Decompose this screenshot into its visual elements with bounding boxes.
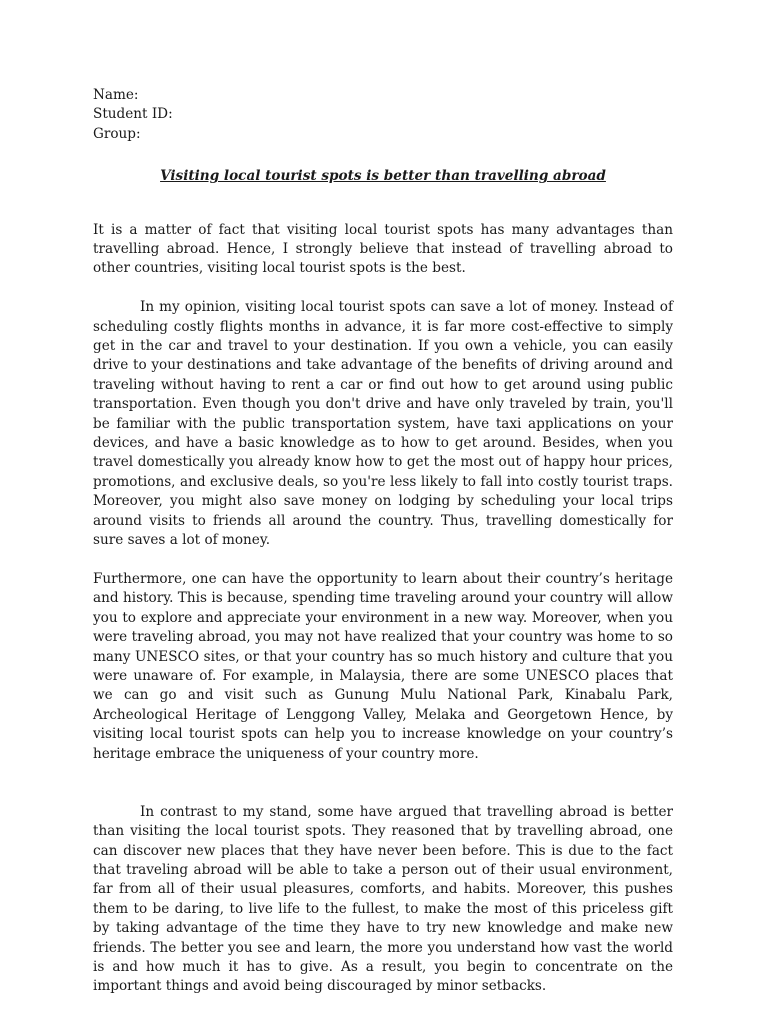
- body-paragraph-money: In my opinion, visiting local tourist spots can save a lot of money. Instead of scheduling costly flights months in advance, it is far more cost-effective to simply get in the car and travel to your destination. If you own a vehicle, you can easily drive to your destinations and take advantage of the benefits of driving around and traveling without having to rent a car or find out how to get around using public transportation. Even though you don't drive and have only traveled by train, you'll be familiar with the public transportation system, have taxi applications on your devices, and have a basic knowledge as to how to get around. Besides, when you travel domestically you already know how to get the most out of happy hour prices, promotions, and exclusive deals, so you're less likely to fall into costly tourist traps. Moreover, you might also save money on lodging by scheduling your local trips around visits to friends all around the country. Thus, travelling domestically for sure saves a lot of money.: [93, 299, 673, 549]
- name-label: Name:: [93, 87, 139, 103]
- group-label: Group:: [93, 125, 141, 142]
- counter-argument-paragraph: In contrast to my stand, some have argued that travelling abroad is better than visiting the local tourist spots. They reasoned that by travelling abroad, one can discover new places that they have never been before. This is due to the fact that traveling abroad will be able to take a person out of their usual environment, far from all of their usual pleasures, comforts, and habits. Moreover, this pushes them to be daring, to live life to the fullest, to make the most of this priceless gift by taking advantage of the time they have to try new knowledge and make new friends. The better you see and learn, the more you understand how vast the world is and how much it has to give. As a result, you begin to concentrate on the important things and avoid being discouraged by minor setbacks.: [93, 803, 673, 995]
- student-id-label: Student ID:: [93, 106, 173, 123]
- essay-page: [93, 86, 673, 997]
- essay-title: Visiting local tourist spots is better than travelling abroad: [160, 168, 606, 185]
- intro-paragraph: It is a matter of fact that visiting local tourist spots has many advantages than travelling abroad. Hence, I strongly believe that instead of travelling abroad to other countries, visiting local tourist spots is the best.: [93, 221, 673, 277]
- body-paragraph-heritage: Furthermore, one can have the opportunity to learn about their country’s heritage and history. This is because, spending time traveling around your country will allow you to explore and appreciate your environment in a new way. Moreover, when you were traveling abroad, you may not have realized that your country was home to so many UNESCO sites, or that your country has so much history and culture that you were unaware of. For example, in Malaysia, there are some UNESCO places that we can go and visit such as Gunung Mulu National Park, Kinabalu Park, Archeological Heritage of Lenggong Valley, Melaka and Georgetown Hence, by visiting local tourist spots can help you to increase knowledge on your country’s heritage embrace the uniqueness of your country more.: [93, 570, 673, 762]
